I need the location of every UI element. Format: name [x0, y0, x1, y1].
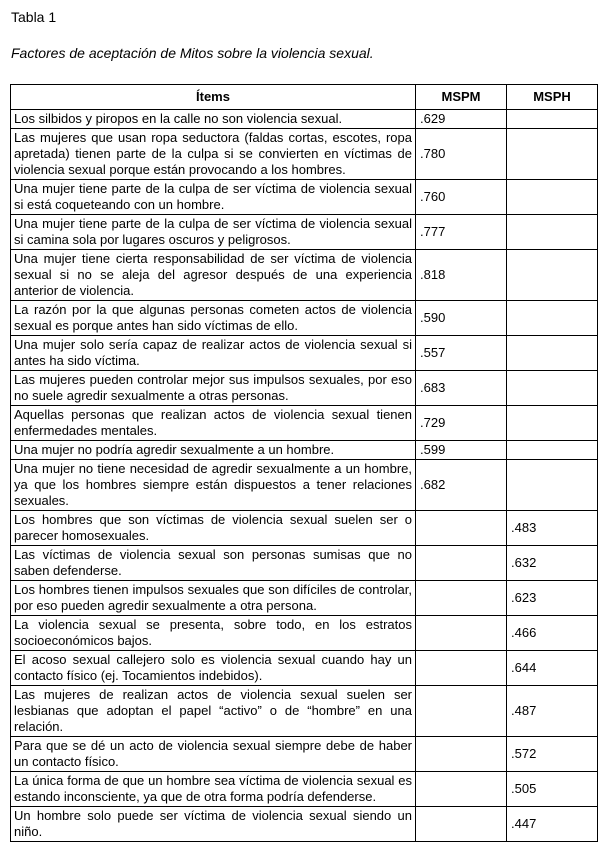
table-header-row — [11, 85, 598, 110]
table-row — [11, 250, 598, 301]
msph-cell — [507, 460, 598, 511]
factor-loadings-table — [10, 84, 598, 842]
msph-cell — [507, 336, 598, 371]
msph-cell — [507, 180, 598, 215]
item-cell: Una mujer tiene parte de la culpa de ser víctima de violencia sexual si camina sola por lugares oscuros y peligrosos. — [11, 215, 416, 250]
mspm-cell: .590 — [416, 301, 507, 336]
table-row — [11, 581, 598, 616]
msph-cell: .623 — [507, 581, 598, 616]
item-cell: Los hombres que son víctimas de violencia sexual suelen ser o parecer homosexuales. — [11, 511, 416, 546]
item-cell: Una mujer no tiene necesidad de agredir sexualmente a un hombre, ya que los hombres siempre están dispuestos a tener relaciones sexuales. — [11, 460, 416, 511]
mspm-cell — [416, 616, 507, 651]
item-cell: El acoso sexual callejero solo es violencia sexual cuando hay un contacto físico (ej. Tocamientos indebidos). — [11, 651, 416, 686]
item-cell: Una mujer solo sería capaz de realizar actos de violencia sexual si antes ha sido víctima. — [11, 336, 416, 371]
msph-cell: .505 — [507, 772, 598, 807]
mspm-cell: .818 — [416, 250, 507, 301]
item-cell: Aquellas personas que realizan actos de violencia sexual tienen enfermedades mentales. — [11, 406, 416, 441]
msph-cell — [507, 110, 598, 129]
item-cell: Las mujeres de realizan actos de violencia sexual suelen ser lesbianas que adoptan el papel “activo” o de “hombre” en una relación. — [11, 686, 416, 737]
table-row — [11, 460, 598, 511]
table-row — [11, 406, 598, 441]
msph-cell — [507, 215, 598, 250]
item-cell: Una mujer tiene parte de la culpa de ser víctima de violencia sexual si está coqueteando con un hombre. — [11, 180, 416, 215]
table-row — [11, 546, 598, 581]
table-row — [11, 129, 598, 180]
msph-cell: .487 — [507, 686, 598, 737]
msph-cell — [507, 250, 598, 301]
mspm-cell — [416, 581, 507, 616]
table-row — [11, 651, 598, 686]
mspm-cell: .557 — [416, 336, 507, 371]
mspm-cell — [416, 737, 507, 772]
msph-cell: .632 — [507, 546, 598, 581]
item-cell: Para que se dé un acto de violencia sexual siempre debe de haber un contacto físico. — [11, 737, 416, 772]
item-cell: La única forma de que un hombre sea víctima de violencia sexual es estando inconsciente, ya que de otra forma podría defenderse. — [11, 772, 416, 807]
msph-cell: .483 — [507, 511, 598, 546]
table-row — [11, 301, 598, 336]
msph-cell — [507, 129, 598, 180]
mspm-cell — [416, 686, 507, 737]
mspm-cell — [416, 511, 507, 546]
mspm-cell: .729 — [416, 406, 507, 441]
mspm-cell: .760 — [416, 180, 507, 215]
item-cell: Las mujeres que usan ropa seductora (faldas cortas, escotes, ropa apretada) tienen parte de la culpa si se convierten en víctimas de violencia sexual porque están provocando a los hombres. — [11, 129, 416, 180]
mspm-cell: .599 — [416, 441, 507, 460]
item-cell: Los hombres tienen impulsos sexuales que son difíciles de controlar, por eso pueden agredir sexualmente a otra persona. — [11, 581, 416, 616]
mspm-cell: .777 — [416, 215, 507, 250]
table-row — [11, 215, 598, 250]
table-row — [11, 336, 598, 371]
mspm-cell: .683 — [416, 371, 507, 406]
msph-cell: .466 — [507, 616, 598, 651]
table-row — [11, 616, 598, 651]
table-row — [11, 737, 598, 772]
table-row — [11, 110, 598, 129]
header-msph: MSPH — [507, 85, 598, 110]
msph-cell — [507, 371, 598, 406]
header-items: Ítems — [11, 85, 416, 110]
table-label: Tabla 1 — [11, 9, 57, 25]
item-cell: Los silbidos y piropos en la calle no son violencia sexual. — [11, 110, 416, 129]
mspm-cell: .780 — [416, 129, 507, 180]
item-cell: Las víctimas de violencia sexual son personas sumisas que no saben defenderse. — [11, 546, 416, 581]
msph-cell — [507, 301, 598, 336]
item-cell: Una mujer no podría agredir sexualmente a un hombre. — [11, 441, 416, 460]
table-row — [11, 807, 598, 842]
msph-cell — [507, 441, 598, 460]
item-cell: La violencia sexual se presenta, sobre todo, en los estratos socioeconómicos bajos. — [11, 616, 416, 651]
mspm-cell — [416, 546, 507, 581]
msph-cell: .447 — [507, 807, 598, 842]
table-row — [11, 686, 598, 737]
table-row — [11, 772, 598, 807]
item-cell: Una mujer tiene cierta responsabilidad de ser víctima de violencia sexual si no se aleja del agresor después de una experiencia anterior de violencia. — [11, 250, 416, 301]
item-cell: La razón por la que algunas personas cometen actos de violencia sexual es porque antes han sido víctimas de ello. — [11, 301, 416, 336]
item-cell: Un hombre solo puede ser víctima de violencia sexual siendo un niño. — [11, 807, 416, 842]
msph-cell: .644 — [507, 651, 598, 686]
table-row — [11, 511, 598, 546]
mspm-cell — [416, 772, 507, 807]
table-title: Factores de aceptación de Mitos sobre la violencia sexual. — [11, 45, 374, 61]
mspm-cell — [416, 807, 507, 842]
item-cell: Las mujeres pueden controlar mejor sus impulsos sexuales, por eso no suele agredir sexualmente a otras personas. — [11, 371, 416, 406]
table-row — [11, 441, 598, 460]
msph-cell: .572 — [507, 737, 598, 772]
mspm-cell: .629 — [416, 110, 507, 129]
mspm-cell: .682 — [416, 460, 507, 511]
header-mspm: MSPM — [416, 85, 507, 110]
table-row — [11, 371, 598, 406]
table-row — [11, 180, 598, 215]
msph-cell — [507, 406, 598, 441]
mspm-cell — [416, 651, 507, 686]
